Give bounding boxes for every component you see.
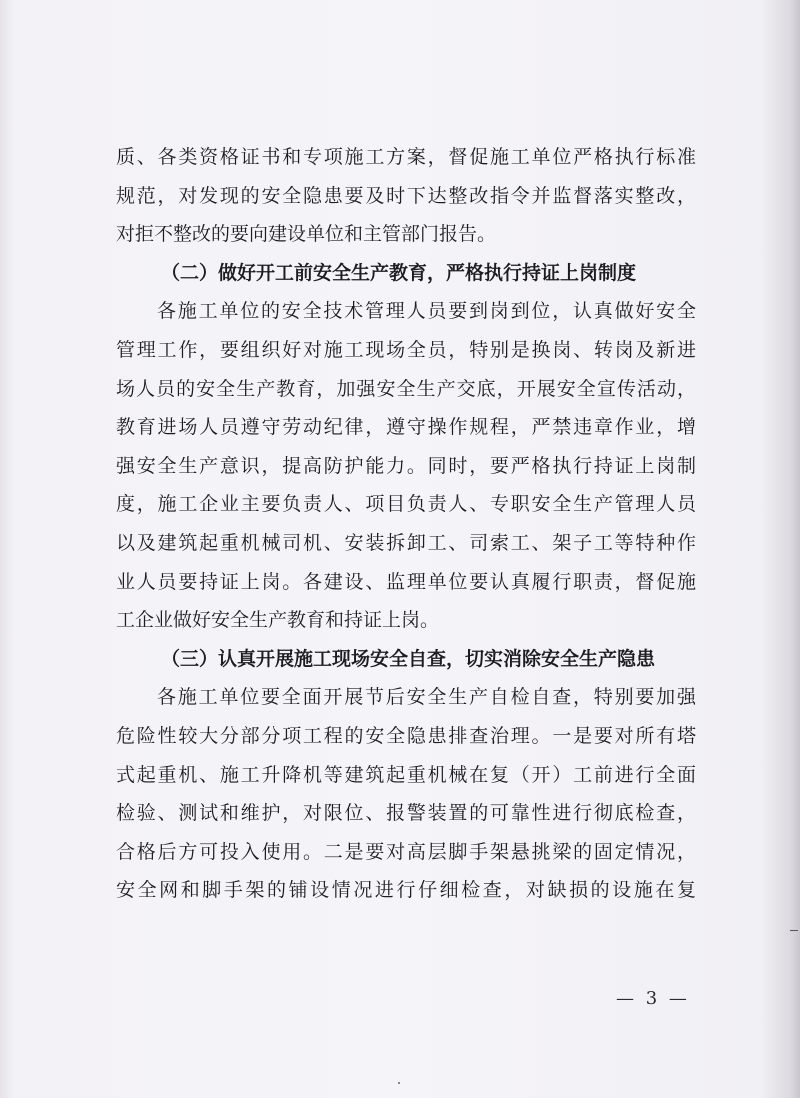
text-line: 业人员要持证上岗。各建设、监理单位要认真履行职责，督促施 (116, 570, 696, 593)
text-line: 工企业做好安全生产教育和持证上岗。 (116, 609, 440, 632)
scan-edge-mark (790, 930, 798, 931)
text-line: 强安全生产意识，提高防护能力。同时，要严格执行持证上岗制 (116, 454, 696, 477)
text-line: 场人员的安全生产教育，加强安全生产交底，开展安全宣传活动， (116, 377, 696, 400)
text-line: 以及建筑起重机械司机、安装拆卸工、司索工、架子工等特种作 (116, 531, 696, 554)
text-line: 质、各类资格证书和专项施工方案，督促施工单位严格执行标准 (116, 146, 696, 168)
document-body (116, 138, 696, 910)
scan-dot-mark (398, 1082, 400, 1084)
text-line: 安全网和脚手架的铺设情况进行仔细检查，对缺损的设施在复 (116, 879, 696, 902)
text-line: 检验、测试和维护，对限位、报警装置的可靠性进行彻底检查， (116, 802, 696, 825)
paragraph-first-line: 各施工单位要全面开展节后安全生产自检自查，特别要加强 (157, 686, 696, 709)
text-line: 危险性较大分部分项工程的安全隐患排查治理。一是要对所有塔 (116, 724, 696, 747)
section-heading-2: （二）做好开工前安全生产教育，严格执行持证上岗制度 (161, 261, 637, 284)
text-line: 规范，对发现的安全隐患要及时下达整改指令并监督落实整改， (116, 184, 696, 207)
text-line: 教育进场人员遵守劳动纪律，遵守操作规程，严禁违章作业，增 (116, 416, 696, 439)
paragraph-first-line: 各施工单位的安全技术管理人员要到岗到位，认真做好安全 (157, 300, 696, 323)
text-line: 合格后方可投入使用。二是要对高层脚手架悬挑梁的固定情况， (116, 840, 696, 863)
text-line: 管理工作，要组织好对施工现场全员，特别是换岗、转岗及新进 (116, 338, 696, 361)
section-heading-3: （三）认真开展施工现场安全自查，切实消除安全生产隐患 (161, 647, 656, 670)
page-number: — 3 — (616, 988, 690, 1009)
text-line: 度，施工企业主要负责人、项目负责人、专职安全生产管理人员 (116, 493, 696, 516)
text-line: 对拒不整改的要向建设单位和主管部门报告。 (116, 223, 497, 246)
text-line: 式起重机、施工升降机等建筑起重机械在复（开）工前进行全面 (116, 763, 696, 786)
